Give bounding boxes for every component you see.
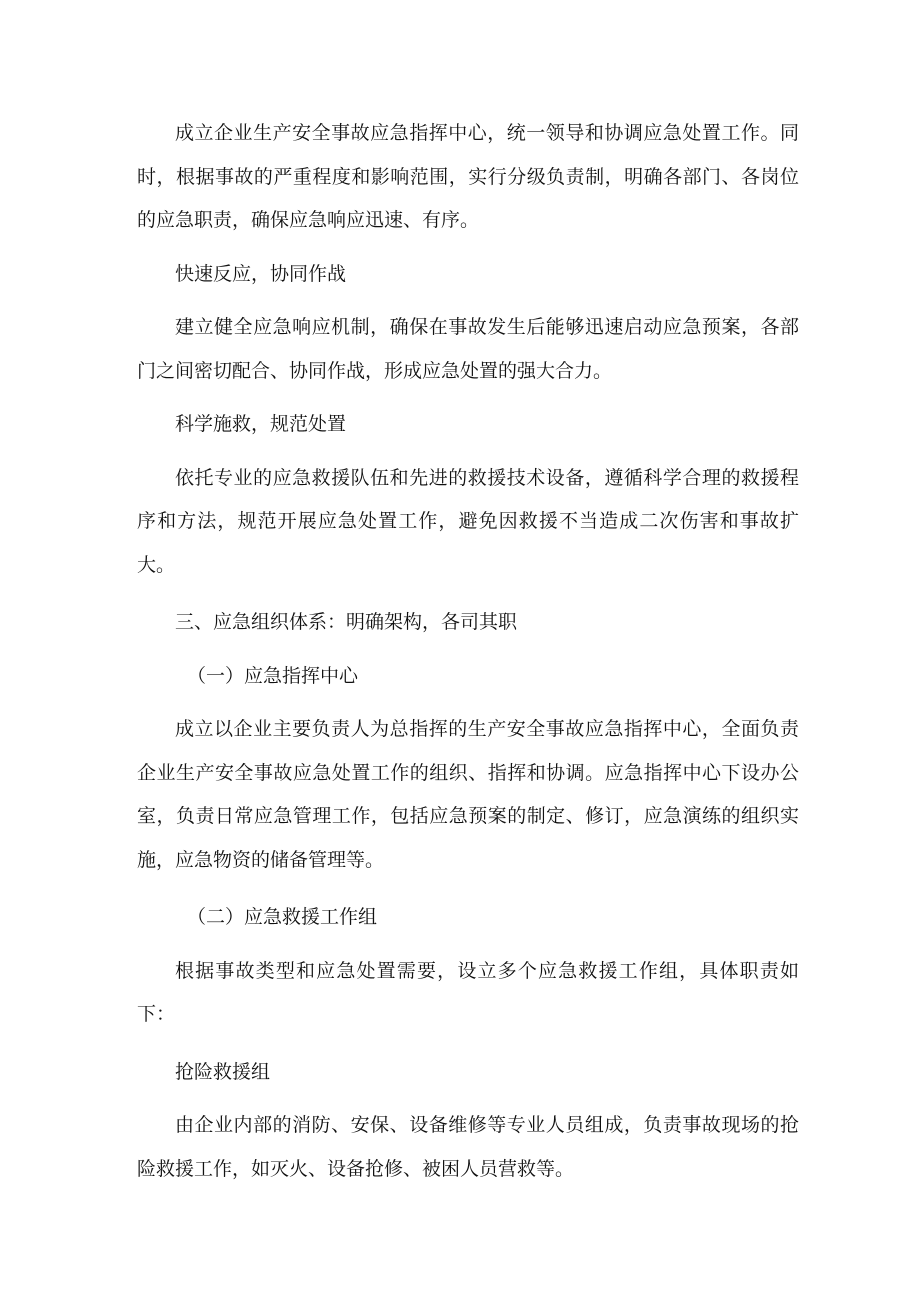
document-body (137, 112, 799, 1191)
subheading-command-center: （一）应急指挥中心 (187, 664, 359, 687)
section-heading-organization: 三、应急组织体系：明确架构，各司其职 (175, 611, 518, 633)
paragraph-response-mechanism: 建立健全应急响应机制，确保在事故发生后能够迅速启动应急预案，各部门之间密切配合、协同作战，形成应急处置的强大合力。 (137, 316, 799, 382)
paragraph-rescue-team: 依托专业的应急救援队伍和先进的救援技术设备，遵循科学合理的救援程序和方法，规范开展应急处置工作，避免因救援不当造成二次伤害和事故扩大。 (137, 466, 799, 576)
heading-scientific-rescue: 科学施救，规范处置 (175, 413, 347, 435)
paragraph-emergency-rescue-group: 由企业内部的消防、安保、设备维修等专业人员组成，负责事故现场的抢险救援工作，如灭火、设备抢修、被困人员营救等。 (137, 1114, 799, 1180)
paragraph-rescue-groups: 根据事故类型和应急处置需要，设立多个应急救援工作组，具体职责如下： (137, 959, 799, 1025)
heading-rapid-response: 快速反应，协同作战 (175, 262, 347, 285)
paragraph-command-center-intro: 成立企业生产安全事故应急指挥中心，统一领导和协调应急处置工作。同时，根据事故的严重程度和影响范围，实行分级负责制，明确各部门、各岗位的应急职责，确保应急响应迅速、有序。 (137, 122, 799, 231)
subheading-rescue-groups: （二）应急救援工作组 (187, 906, 378, 928)
heading-emergency-rescue-group: 抢险救援组 (175, 1060, 271, 1083)
paragraph-command-center-detail: 成立以企业主要负责人为总指挥的生产安全事故应急指挥中心，全面负责企业生产安全事故应急处置工作的组织、指挥和协调。应急指挥中心下设办公室，负责日常应急管理工作，包括应急预案的制定、修订，应急演练的组织实施，应急物资的储备管理等。 (137, 718, 799, 871)
